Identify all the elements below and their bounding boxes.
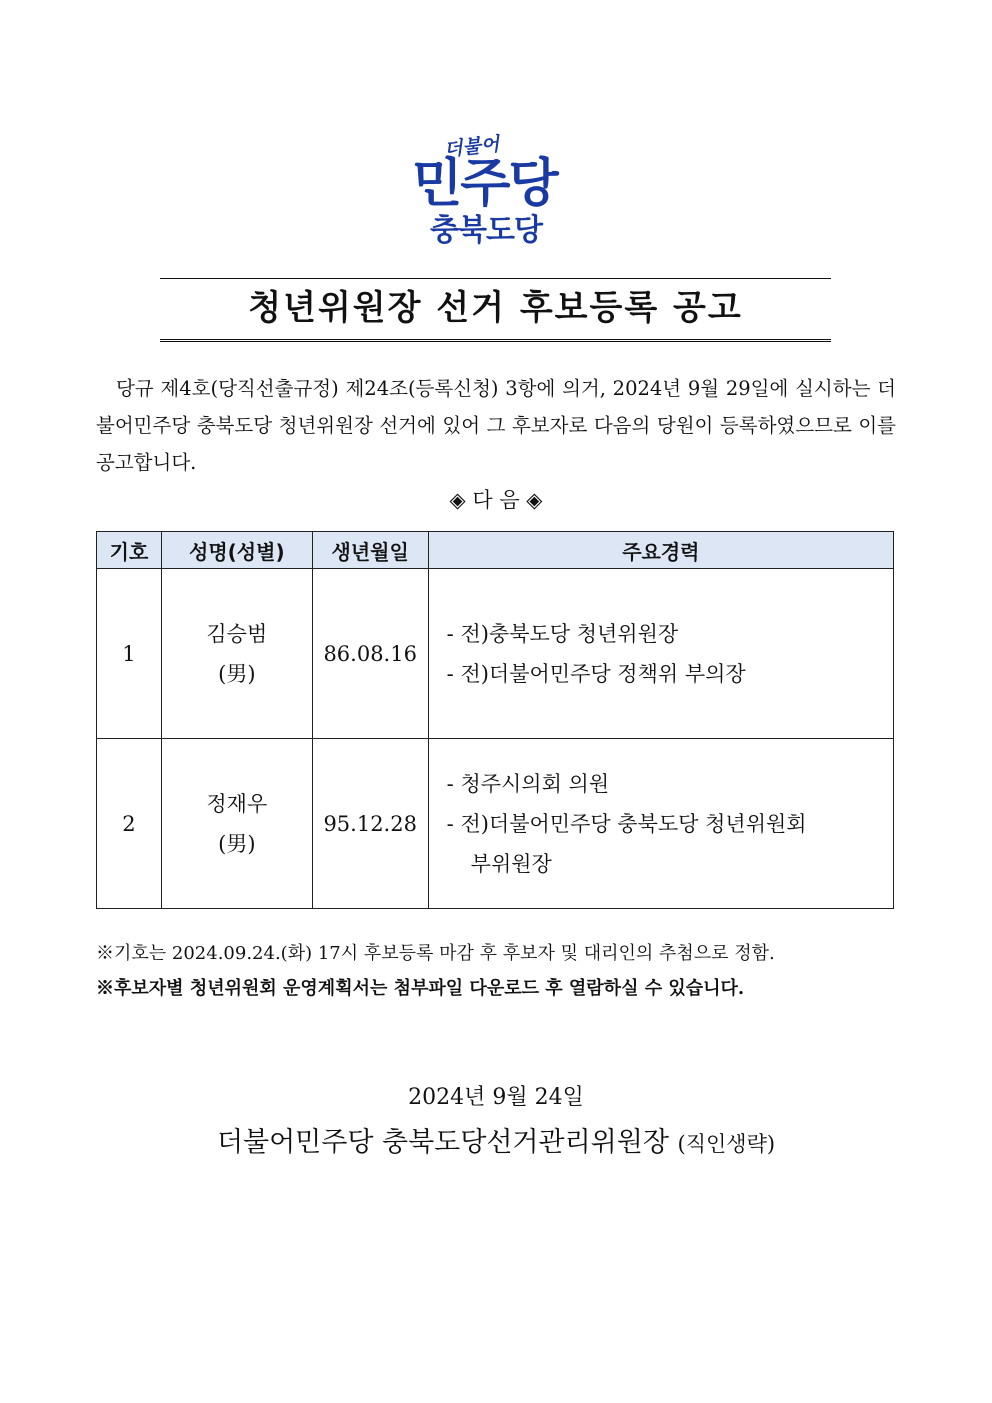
candidate-career xyxy=(428,739,893,909)
page-title: 청년위원장 선거 후보등록 공고 xyxy=(248,288,743,328)
logo-party-name: 민주당 xyxy=(412,154,557,214)
candidate-gender: (男) xyxy=(218,661,256,686)
notice-date: 2024년 9월 24일 xyxy=(408,1085,584,1110)
note-attachment: ※후보자별 청년위원회 운영계획서는 첨부파일 다운로드 후 열람하실 수 있습니다. xyxy=(96,978,745,999)
intro-text: 당규 제4호(당직선출규정) 제24조(등록신청) 3항에 의거, 2024년 9월 29일에 실시하는 더불어민주당 충북도당 청년위원장 선거에 있어 그 후보자로 다음의 당원이 등록하였으므로 이를 공고합니다. xyxy=(96,377,896,474)
table-row xyxy=(97,569,894,739)
career-item: 부위원장 xyxy=(470,851,552,876)
candidate-gender: (男) xyxy=(218,831,256,856)
logo-region: 충북도당 xyxy=(430,213,542,248)
candidate-name-cell xyxy=(161,569,312,739)
candidate-name-cell xyxy=(161,739,312,909)
logo-small-text: 더불어 xyxy=(443,133,501,161)
title-box xyxy=(160,278,831,342)
candidate-name: 김승범 xyxy=(206,621,268,646)
party-logo xyxy=(400,128,592,252)
issuer xyxy=(0,1120,992,1159)
note-draw: ※기호는 2024.09.24.(화) 17시 후보등록 마감 후 후보자 및 대리인의 추첨으로 정함. xyxy=(96,943,775,964)
candidate-no: 1 xyxy=(97,569,162,739)
candidate-name: 정재우 xyxy=(206,791,268,816)
header-birth: 생년월일 xyxy=(312,532,428,569)
table-row xyxy=(97,739,894,909)
candidate-table xyxy=(96,531,894,909)
candidate-birth: 95.12.28 xyxy=(312,739,428,909)
issuer-name: 더불어민주당 충북도당선거관리위원장 xyxy=(216,1127,669,1158)
notes xyxy=(96,936,916,1006)
table-header-row xyxy=(97,532,894,569)
candidate-birth: 86.08.16 xyxy=(312,569,428,739)
candidate-no: 2 xyxy=(97,739,162,909)
career-item: - 전)더불어민주당 충북도당 청년위원회 xyxy=(446,811,807,836)
seal-note: (직인생략) xyxy=(677,1132,776,1156)
career-item: - 청주시의회 의원 xyxy=(446,771,610,796)
section-heading: ◈ 다 음 ◈ xyxy=(449,488,543,512)
intro-paragraph xyxy=(96,370,896,481)
header-career: 주요경력 xyxy=(428,532,893,569)
career-item: - 전)충북도당 청년위원장 xyxy=(446,621,679,646)
header-no: 기호 xyxy=(97,532,162,569)
header-name: 성명(성별) xyxy=(161,532,312,569)
career-item: - 전)더불어민주당 정책위 부의장 xyxy=(446,661,746,686)
candidate-career xyxy=(428,569,893,739)
